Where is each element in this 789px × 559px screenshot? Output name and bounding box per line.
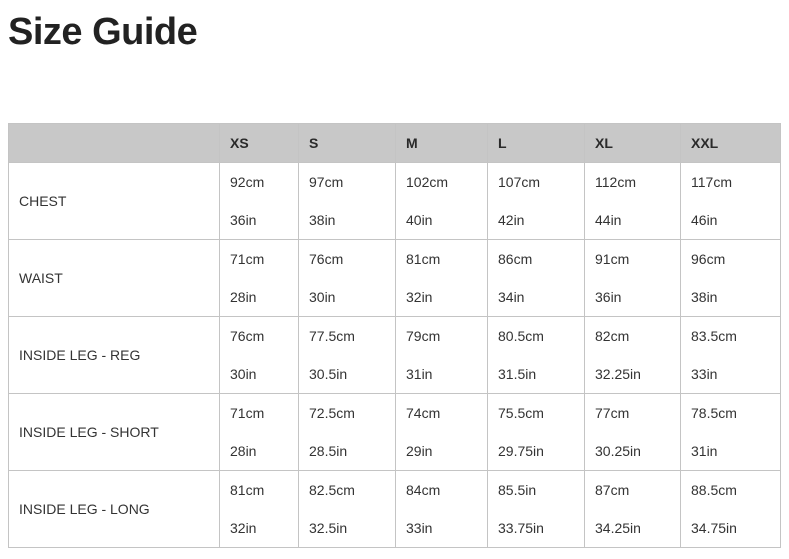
- value-cm: 77.5cm: [309, 328, 355, 344]
- value-in: 34.25in: [595, 520, 641, 536]
- value-in: 38in: [691, 289, 718, 305]
- header-cell-xl: XL: [585, 124, 681, 163]
- value-cm: 86cm: [498, 251, 533, 267]
- value-cm: 78.5cm: [691, 405, 737, 421]
- table-row: [9, 394, 781, 471]
- value-cm: 88.5cm: [691, 482, 737, 498]
- value-cm: 76cm: [230, 328, 265, 344]
- value-cm: 112cm: [595, 174, 636, 190]
- value-cm: 91cm: [595, 251, 630, 267]
- value-in: 32.25in: [595, 366, 641, 382]
- header-cell-l: L: [488, 124, 585, 163]
- value-in: 29.75in: [498, 443, 544, 459]
- measurement-cell-m: [396, 163, 488, 240]
- value-in: 38in: [309, 212, 336, 228]
- value-in: 33.75in: [498, 520, 544, 536]
- value-in: 42in: [498, 212, 525, 228]
- value-in: 31.5in: [498, 366, 537, 382]
- value-cm: 97cm: [309, 174, 344, 190]
- measurement-cell-l: [488, 163, 585, 240]
- value-cm: 96cm: [691, 251, 726, 267]
- table-row: [9, 240, 781, 317]
- page-title: Size Guide: [8, 11, 198, 53]
- value-in: 31in: [406, 366, 433, 382]
- measurement-cell-xxl: [681, 163, 781, 240]
- value-in: 46in: [691, 212, 718, 228]
- value-in: 32.5in: [309, 520, 348, 536]
- measurement-cell-xl: [585, 240, 681, 317]
- value-cm: 92cm: [230, 174, 265, 190]
- value-cm: 71cm: [230, 405, 265, 421]
- measurement-cell-m: [396, 317, 488, 394]
- table-row: [9, 163, 781, 240]
- value-in: 34in: [498, 289, 525, 305]
- value-in: 29in: [406, 443, 433, 459]
- value-in: 32in: [230, 520, 257, 536]
- measurement-cell-s: [299, 317, 396, 394]
- measurement-cell-s: [299, 240, 396, 317]
- value-in: 30in: [309, 289, 336, 305]
- value-in: 30in: [230, 366, 257, 382]
- value-cm: 102cm: [406, 174, 449, 190]
- measurement-cell-xs: [220, 240, 299, 317]
- value-cm: 81cm: [406, 251, 441, 267]
- row-label: INSIDE LEG - SHORT: [9, 394, 220, 471]
- header-cell-xs: XS: [220, 124, 299, 163]
- value-cm: 72.5cm: [309, 405, 355, 421]
- measurement-cell-xl: [585, 163, 681, 240]
- value-cm: 107cm: [498, 174, 541, 190]
- value-in: 28in: [230, 443, 257, 459]
- table-row: [9, 317, 781, 394]
- measurement-cell-s: [299, 471, 396, 548]
- value-in: 33in: [691, 366, 718, 382]
- measurement-cell-xl: [585, 394, 681, 471]
- measurement-cell-m: [396, 471, 488, 548]
- value-cm: 84cm: [406, 482, 441, 498]
- value-cm: 117cm: [691, 174, 732, 190]
- value-cm: 83.5cm: [691, 328, 737, 344]
- measurement-cell-s: [299, 394, 396, 471]
- value-in: 34.75in: [691, 520, 737, 536]
- measurement-cell-l: [488, 394, 585, 471]
- value-cm: 87cm: [595, 482, 630, 498]
- value-cm: 71cm: [230, 251, 265, 267]
- measurement-cell-xs: [220, 471, 299, 548]
- row-label: CHEST: [9, 163, 220, 240]
- table-row: [9, 471, 781, 548]
- value-cm: 81cm: [230, 482, 265, 498]
- measurement-cell-xl: [585, 317, 681, 394]
- row-label: WAIST: [9, 240, 220, 317]
- value-in: 33in: [406, 520, 433, 536]
- measurement-cell-m: [396, 394, 488, 471]
- value-in: 36in: [595, 289, 622, 305]
- row-label: INSIDE LEG - REG: [9, 317, 220, 394]
- measurement-cell-xxl: [681, 394, 781, 471]
- measurement-cell-xs: [220, 317, 299, 394]
- value-cm: 77cm: [595, 405, 630, 421]
- size-guide-table: [8, 123, 781, 548]
- header-cell-empty: [9, 124, 220, 163]
- value-in: 32in: [406, 289, 433, 305]
- table-header-row: [9, 124, 781, 163]
- header-cell-s: S: [299, 124, 396, 163]
- value-in: 31in: [691, 443, 718, 459]
- measurement-cell-m: [396, 240, 488, 317]
- value-cm: 82cm: [595, 328, 630, 344]
- value-in: 40in: [406, 212, 433, 228]
- measurement-cell-xs: [220, 163, 299, 240]
- measurement-cell-l: [488, 240, 585, 317]
- value-cm: 76cm: [309, 251, 344, 267]
- measurement-cell-s: [299, 163, 396, 240]
- measurement-cell-xxl: [681, 317, 781, 394]
- measurement-cell-xl: [585, 471, 681, 548]
- value-in: 28.5in: [309, 443, 348, 459]
- measurement-cell-xxl: [681, 471, 781, 548]
- value-cm: 79cm: [406, 328, 441, 344]
- value-cm: 74cm: [406, 405, 441, 421]
- value-in: 30.5in: [309, 366, 348, 382]
- value-cm: 80.5cm: [498, 328, 544, 344]
- measurement-cell-l: [488, 471, 585, 548]
- value-in: 30.25in: [595, 443, 641, 459]
- measurement-cell-xs: [220, 394, 299, 471]
- header-cell-m: M: [396, 124, 488, 163]
- value-cm: 82.5cm: [309, 482, 355, 498]
- measurement-cell-xxl: [681, 240, 781, 317]
- value-in: 44in: [595, 212, 622, 228]
- value-in: 28in: [230, 289, 257, 305]
- row-label: INSIDE LEG - LONG: [9, 471, 220, 548]
- value-cm: 85.5in: [498, 482, 537, 498]
- value-in: 36in: [230, 212, 257, 228]
- measurement-cell-l: [488, 317, 585, 394]
- header-cell-xxl: XXL: [681, 124, 781, 163]
- value-cm: 75.5cm: [498, 405, 544, 421]
